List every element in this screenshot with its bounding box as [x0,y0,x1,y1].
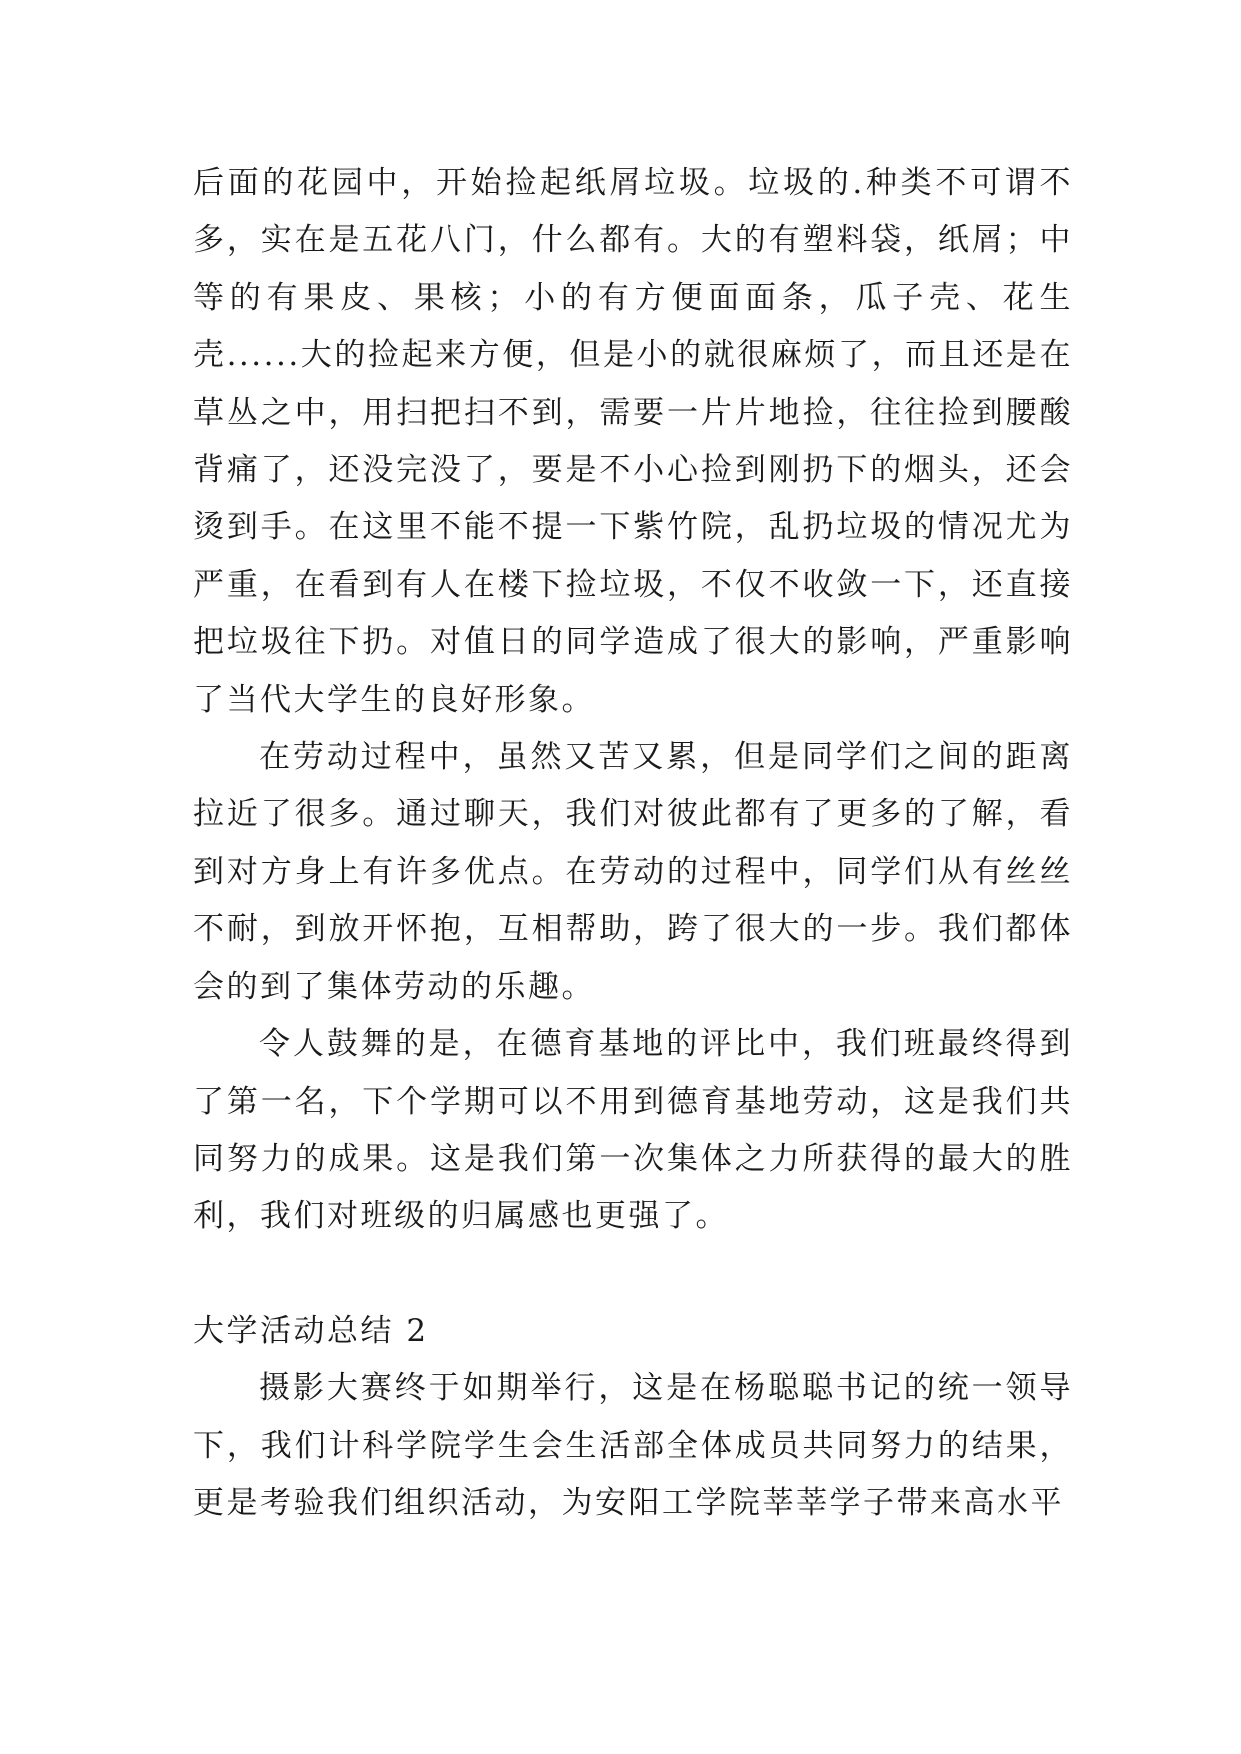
paragraph-cleanup-description: 后面的花园中，开始捡起纸屑垃圾。垃圾的.种类不可谓不多，实在是五花八门，什么都有。大的有塑料袋，纸屑；中等的有果皮、果核；小的有方便面面条，瓜子壳、花生壳......大的捡起来方便，但是小的就很麻烦了，而且还是在草丛之中，用扫把扫不到，需要一片片地捡，往往捡到腰酸背痛了，还没完没了，要是不小心捡到刚扔下的烟头，还会烫到手。在这里不能不提一下紫竹院，乱扔垃圾的情况尤为严重，在看到有人在楼下捡垃圾，不仅不收敛一下，还直接把垃圾往下扔。对值日的同学造成了很大的影响，严重影响了当代大学生的良好形象。 [193,165,1073,718]
paragraph-photography-contest: 摄影大赛终于如期举行，这是在杨聪聪书记的统一领导下，我们计科学院学生会生活部全体成员共同努力的结果，更是考验我们组织活动，为安阳工学院莘莘学子带来高水平 [193,1370,1073,1521]
paragraph-evaluation-result: 令人鼓舞的是，在德育基地的评比中，我们班最终得到了第一名，下个学期可以不用到德育基地劳动，这是我们共同努力的成果。这是我们第一次集体之力所获得的最大的胜利，我们对班级的归属感也更强了。 [193,1026,1073,1235]
section-heading: 大学活动总结 2 [193,1312,429,1349]
document-page [193,155,1073,1532]
paragraph-labor-process: 在劳动过程中，虽然又苦又累，但是同学们之间的距离拉近了很多。通过聊天，我们对彼此都有了更多的了解，看到对方身上有许多优点。在劳动的过程中，同学们从有丝丝不耐，到放开怀抱，互相帮助，跨了很大的一步。我们都体会的到了集体劳动的乐趣。 [193,739,1073,1005]
